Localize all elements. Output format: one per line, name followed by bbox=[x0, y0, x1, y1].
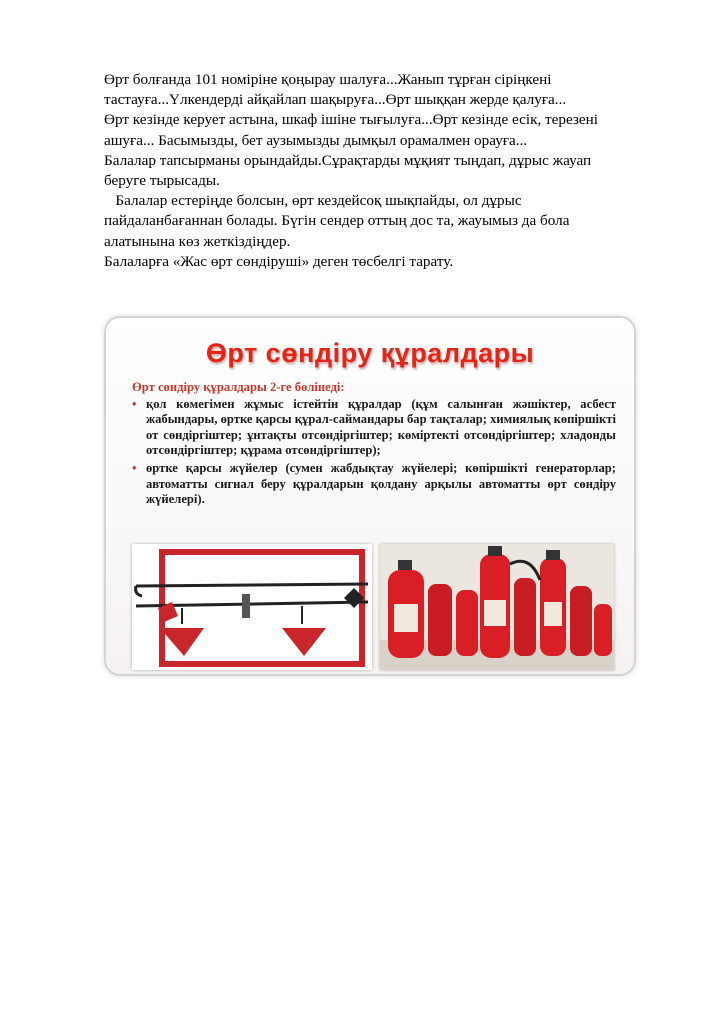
text-line: тастауға...Үлкендерді айқайлап шақыруға...Өрт шыққан жерде қалуға... bbox=[104, 91, 567, 109]
bullet-icon: • bbox=[132, 396, 137, 411]
document-text bbox=[104, 70, 684, 272]
text-line: ашуға... Басымызды, бет аузымызды дымқыл орамалмен орауға... bbox=[104, 131, 528, 149]
text-line: Балалар тапсырманы орындайды.Сұрақтарды мұқият тыңдап, дұрыс жауап bbox=[104, 151, 592, 169]
text-line: Өрт болғанда 101 номіріне қоңырау шалуға...Жанып тұрған сіріңкені bbox=[104, 71, 552, 88]
text-line: Балаларға «Жас өрт сөндіруші» деген төсбелгі тарату. bbox=[104, 252, 454, 270]
fire-extinguishers-photo bbox=[380, 544, 614, 670]
bullet-text: қол көмегімен жұмыс істейтін құралдар (құм салынған жәшіктер, асбест жабындары, өртке қарсы құрал-саймандары бар тақталар; химиялық көпіршікті от сөндіргіштер; ұнтақты отсөндіргіштер; көміртекті отсөндіргіштер; хладонды отсөндіргіштер; құрама отсөндіргіштер); bbox=[146, 396, 616, 458]
slide-image bbox=[104, 316, 636, 676]
bullet-icon: • bbox=[132, 460, 137, 475]
slide-title: Өрт сөндіру құралдары bbox=[205, 338, 535, 368]
bullet-text: өртке қарсы жүйелер (сумен жабдықтау жүйелері; көпіршікті генераторлар; автоматты сигнал беру құралдарын қолдану арқылы автоматты өрт сөндіру жүйелері). bbox=[146, 460, 616, 507]
text-line: алатынына көз жеткіздіңдер. bbox=[104, 232, 291, 250]
text-line: беруге тырысады. bbox=[104, 172, 220, 190]
slide-subtitle: Өрт сөндіру құралдары 2-ге бөлінеді: bbox=[132, 380, 345, 394]
text-line: Балалар естеріңде болсын, өрт кездейсоқ шықпайды, ол дұрыс bbox=[104, 192, 522, 210]
list-item bbox=[132, 397, 616, 459]
text-line: пайдаланбағаннан болады. Бүгін сендер оттың дос та, жауымыз да бола bbox=[104, 212, 570, 230]
slide-body bbox=[132, 380, 616, 510]
slide-bullet-list bbox=[132, 397, 616, 508]
text-line: Өрт кезінде керует астына, шкаф ішіне тығылуға...Өрт кезінде есік, терезені bbox=[104, 111, 599, 129]
fire-board-photo bbox=[132, 544, 372, 670]
fire-board-illustration-icon bbox=[132, 544, 372, 670]
list-item bbox=[132, 461, 616, 508]
fire-extinguishers-illustration-icon bbox=[380, 544, 614, 670]
